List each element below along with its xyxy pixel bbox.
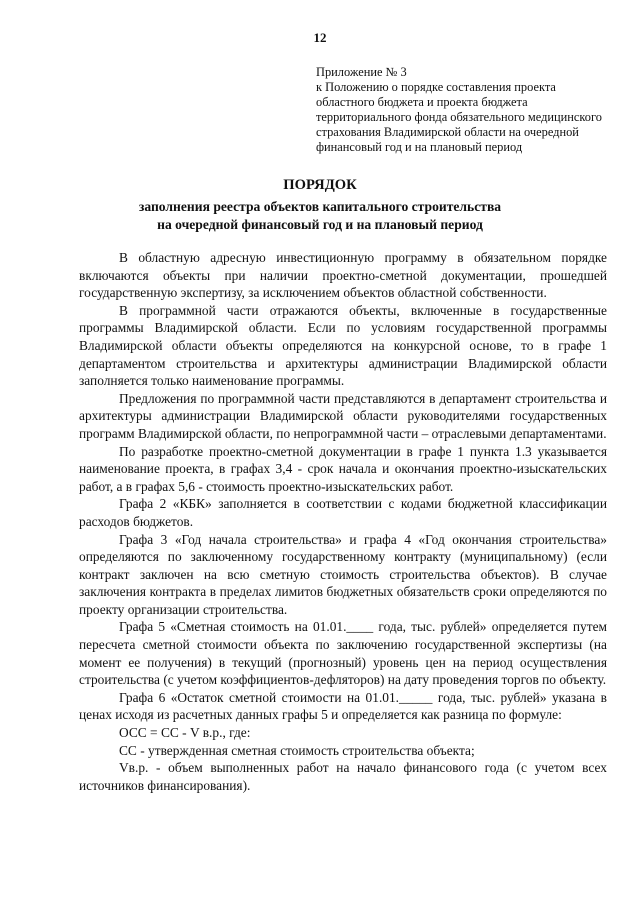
annex-line: территориального фонда обязательного медицинского [316, 110, 602, 124]
paragraph: Графа 2 «КБК» заполняется в соответствии с кодами бюджетной классификации расходов бюджетов. [79, 496, 607, 529]
definition: Vв.р. - объем выполненных работ на начало финансового года (с учетом всех источников финансирования). [79, 760, 607, 793]
annex-line: к Положению о порядке составления проекта [316, 80, 556, 94]
annex-block [316, 65, 616, 155]
document-body [79, 249, 607, 794]
paragraph: Предложения по программной части представляются в департамент строительства и архитектуры администрации Владимирской области руководителями государственных программ Владимирской области, по непрограммной части – отраслевыми департаментами. [79, 390, 607, 441]
paragraph: В областную адресную инвестиционную программу в обязательном порядке включаются объекты при наличии проектно-сметной документации, прошедшей государственную экспертизу, за исключением объектов областной собственности. [79, 250, 607, 301]
formula: ОСС = СС - V в.р., где: [119, 725, 251, 741]
page-number: 12 [313, 30, 327, 45]
definition: СС - утвержденная сметная стоимость строительства объекта; [119, 742, 475, 758]
paragraph: Графа 6 «Остаток сметной стоимости на 01.01._____ года, тыс. рублей» указана в ценах исходя из расчетных данных графы 5 и определяется как разница по формуле: [79, 689, 607, 723]
subtitle-line: заполнения реестра объектов капитального строительства [138, 199, 502, 214]
annex-line: Приложение № 3 [316, 65, 407, 79]
document-subtitle [0, 198, 640, 233]
paragraph: Графа 5 «Сметная стоимость на 01.01.____ года, тыс. рублей» определяется путем пересчета сметной стоимости объекта по заключению государственной экспертизы (на момент ее получения) в текущий (прогнозный) уровень цен на период осуществления строительства (с учетом коэффициентов-дефляторов) на дату проведения торгов по объекту. [79, 619, 607, 688]
paragraph: По разработке проектно-сметной документации в графе 1 пункта 1.3 указывается наименование проекта, в графах 3,4 - срок начала и окончания проектно-изыскательских работ, а в графах 5,6 - стоимость проектно-изыскательских работ. [79, 443, 607, 494]
paragraph: Графа 3 «Год начала строительства» и графа 4 «Год окончания строительства» определяются по заключенному государственному контракту (муниципальному) (если контракт заключен на всю сметную стоимость строительства объектов). В случае заключения контракта в пределах лимитов бюджетных обязательств сроки определяются по проекту организации строительства. [79, 531, 607, 617]
annex-line: страхования Владимирской области на очередной [316, 125, 579, 139]
annex-line: областного бюджета и проекта бюджета [316, 95, 528, 109]
document-title: ПОРЯДОК [283, 177, 357, 193]
subtitle-line: на очередной финансовый год и на плановый период [157, 216, 483, 232]
paragraph: В программной части отражаются объекты, включенные в государственные программы Владимирской области. Если по условиям государственной программы Владимирской области объекты определяются на конкурсной основе, то в графе 1 департаментом строительства и архитектуры администрации Владимирской области заполняется только наименование программы. [79, 302, 607, 389]
annex-line: финансовый год и на плановый период [316, 140, 523, 154]
